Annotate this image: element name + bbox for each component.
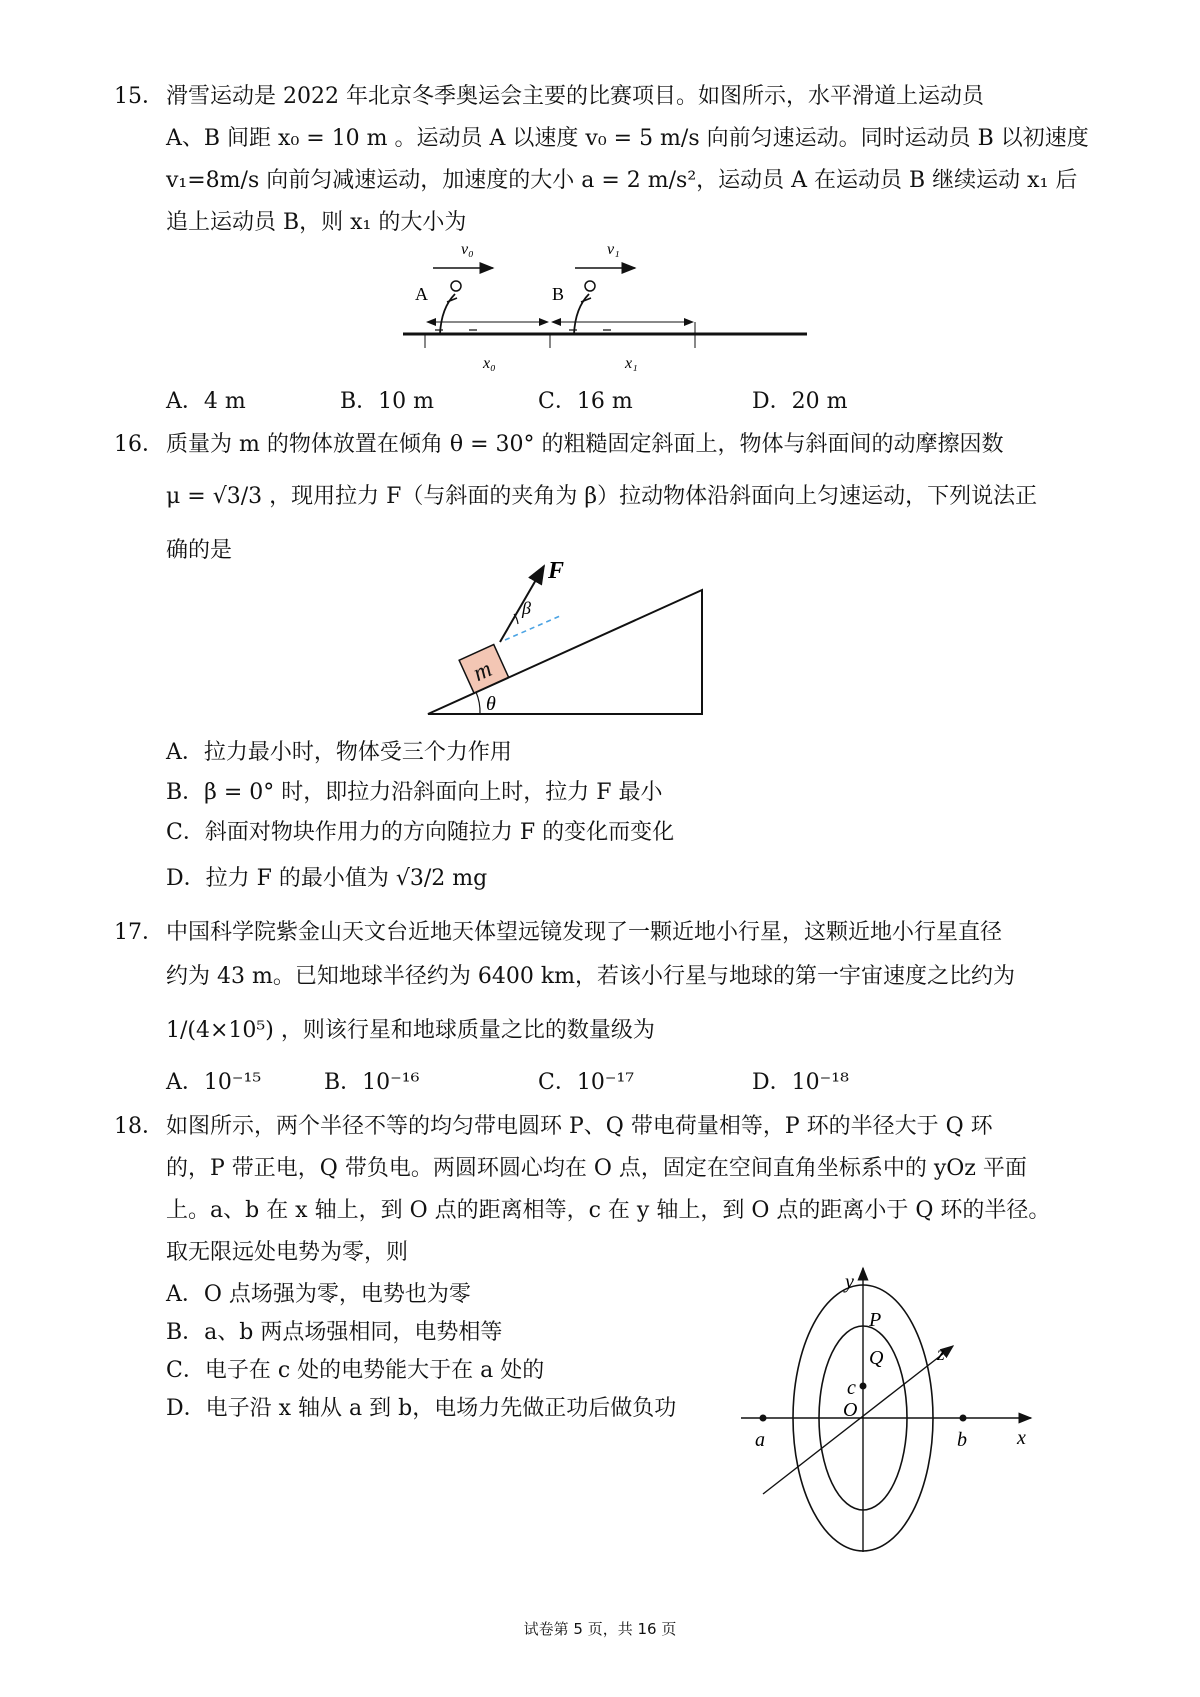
label-x1: x₁ [625,355,638,372]
label-c: c [847,1377,856,1399]
question-15-number: 15． [114,84,164,109]
question-18-line-1: 如图所示，两个半径不等的均匀带电圆环 P、Q 带电荷量相等，P 环的半径大于 Q 环 [166,1114,993,1139]
question-18-option-c[interactable]: C．电子在 c 处的电势能大于在 a 处的 [166,1358,545,1383]
label-x0: x₀ [483,355,496,372]
label-q: Q [869,1347,884,1369]
question-18-option-b[interactable]: B．a、b 两点场强相同，电势相等 [166,1320,503,1345]
question-18-line-3: 上。a、b 在 x 轴上，到 O 点的距离相等，c 在 y 轴上，到 O 点的距离小于 Q 环的半径。 [166,1198,1051,1223]
label-y: y [845,1271,854,1293]
question-15-line-3: v₁=8m/s 向前匀减速运动，加速度的大小 a = 2 m/s²，运动员 A 在运动员 B 继续运动 x₁ 后 [166,168,1078,193]
question-15-line-2: A、B 间距 x₀ = 10 m 。运动员 A 以速度 v₀ = 5 m/s 向前匀速运动。同时运动员 B 以初速度 [166,126,1089,151]
label-f: F [548,560,565,584]
label-theta: θ [486,693,496,715]
question-16-line-3: 确的是 [166,538,233,563]
label-z: z [937,1343,945,1365]
label-b: b [957,1429,967,1451]
question-16-option-a[interactable]: A．拉力最小时，物体受三个力作用 [166,740,512,765]
label-o: O [843,1399,858,1421]
question-16-option-d[interactable]: D．拉力 F 的最小值为 √3/2 mg [166,866,488,891]
incline-triangle [428,590,702,714]
question-16-line-2: μ = √3/3 ，现用拉力 F（与斜面的夹角为 β）拉动物体沿斜面向上匀速运动，下列说法正 [166,484,1038,509]
label-skier-b: B [552,284,565,304]
question-18-line-2: 的，P 带正电，Q 带负电。两圆环圆心均在 O 点，固定在空间直角坐标系中的 yOz 平面 [166,1156,1027,1181]
question-15-line-1: 滑雪运动是 2022 年北京冬季奥运会主要的比赛项目。如图所示，水平滑道上运动员 [166,84,984,109]
point-b [960,1415,967,1422]
skier-b-icon [569,281,611,334]
question-17-line-1: 中国科学院紫金山天文台近地天体望远镜发现了一颗近地小行星，这颗近地小行星直径 [166,920,1003,945]
point-a [760,1415,767,1422]
question-16-line-1: 质量为 m 的物体放置在倾角 θ = 30° 的粗糙固定斜面上，物体与斜面间的动摩擦因数 [166,432,1004,457]
page-footer: 试卷第 5 页，共 16 页 [523,1620,677,1638]
label-beta: β [522,598,531,618]
question-17-line-2: 约为 43 m。已知地球半径约为 6400 km，若该小行星与地球的第一宇宙速度之比约为 [166,964,1016,989]
question-15-option-b[interactable]: B．10 m [340,389,435,414]
question-16-figure [420,560,720,720]
question-18-option-d[interactable]: D．电子沿 x 轴从 a 到 b，电场力先做正功后做负功 [166,1396,677,1421]
z-axis [763,1346,953,1494]
label-v1: v₁ [607,241,620,258]
label-m: m [469,656,496,687]
question-17-option-b[interactable]: B．10⁻¹⁶ [324,1070,420,1095]
question-15-line-4: 追上运动员 B，则 x₁ 的大小为 [166,210,467,235]
question-16-option-b[interactable]: B．β = 0° 时，即拉力沿斜面向上时，拉力 F 最小 [166,780,663,805]
question-17-option-a[interactable]: A．10⁻¹⁵ [166,1070,262,1095]
label-v0: v₀ [461,241,474,258]
label-skier-a: A [415,284,428,304]
question-17-option-c[interactable]: C．10⁻¹⁷ [538,1070,635,1095]
question-16-option-c[interactable]: C．斜面对物块作用力的方向随拉力 F 的变化而变化 [166,820,675,845]
label-p: P [869,1309,882,1331]
question-15-option-a[interactable]: A．4 m [166,389,246,414]
skier-a-icon [435,281,477,334]
question-17-line-3: 1/(4×10⁵) ，则该行星和地球质量之比的数量级为 [166,1018,655,1043]
question-17-number: 17． [114,920,164,945]
question-18-line-4: 取无限远处电势为零，则 [166,1240,409,1265]
label-x: x [1017,1427,1026,1449]
point-c [860,1383,867,1390]
question-18-figure [735,1260,1035,1560]
question-15-figure [395,238,815,378]
question-15-option-d[interactable]: D．20 m [752,389,848,414]
question-16-number: 16． [114,432,164,457]
question-15-option-c[interactable]: C．16 m [538,389,633,414]
label-a: a [755,1429,765,1451]
question-17-option-d[interactable]: D．10⁻¹⁸ [752,1070,849,1095]
block-m [459,645,508,693]
question-18-number: 18． [114,1114,164,1139]
question-18-option-a[interactable]: A．O 点场强为零，电势也为零 [166,1282,471,1307]
